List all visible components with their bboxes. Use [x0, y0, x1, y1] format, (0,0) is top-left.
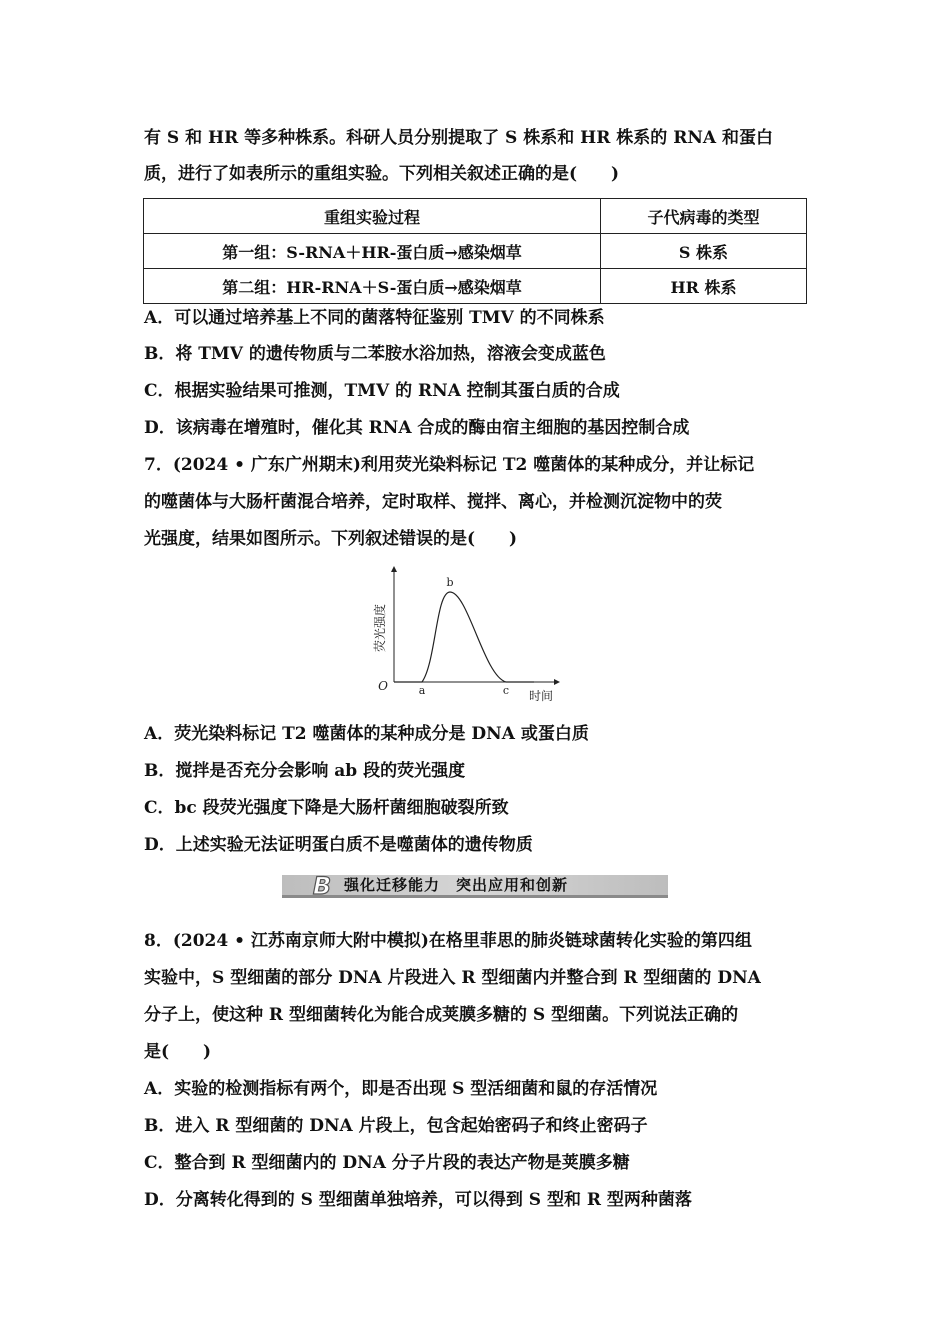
- intro-line-1: 有 S 和 HR 等多种株系。科研人员分别提取了 S 株系和 HR 株系的 RNA 和蛋白: [144, 128, 773, 148]
- q8-line-4: 是( ): [144, 1042, 212, 1062]
- q8-option-a: A．实验的检测指标有两个，即是否出现 S 型活细菌和鼠的存活情况: [144, 1079, 658, 1099]
- q8-option-d: D．分离转化得到的 S 型细菌单独培养，可以得到 S 型和 R 型两种菌落: [144, 1190, 692, 1210]
- intro-line-2: 质，进行了如表所示的重组实验。下列相关叙述正确的是( ): [144, 164, 620, 184]
- point-label-b: b: [446, 576, 454, 589]
- q6-option-b: B．将 TMV 的遗传物质与二苯胺水浴加热，溶液会变成蓝色: [144, 344, 606, 364]
- q8-option-b: B．进入 R 型细菌的 DNA 片段上，包含起始密码子和终止密码子: [144, 1116, 648, 1136]
- table-row: [144, 234, 807, 269]
- q7-option-b: B．搅拌是否充分会影响 ab 段的荧光强度: [144, 761, 466, 781]
- point-label-c: c: [502, 684, 510, 697]
- x-axis-label: 时间: [528, 689, 554, 703]
- table-cell: 第一组：S-RNA＋HR-蛋白质→感染烟草: [144, 234, 601, 269]
- q7-option-d: D．上述实验无法证明蛋白质不是噬菌体的遗传物质: [144, 835, 533, 855]
- q8-line-1: 8．(2024 • 江苏南京师大附中模拟)在格里菲思的肺炎链球菌转化实验的第四组: [144, 931, 752, 951]
- fluorescence-curve: [394, 592, 534, 682]
- q6-option-a: A．可以通过培养基上不同的菌落特征鉴别 TMV 的不同株系: [144, 308, 605, 328]
- fluorescence-chart: [366, 562, 576, 707]
- q6-option-d: D．该病毒在增殖时，催化其 RNA 合成的酶由宿主细胞的基因控制合成: [144, 418, 690, 438]
- banner-letter-icon: B: [312, 872, 332, 899]
- table-header-type: 子代病毒的类型: [601, 199, 807, 234]
- origin-label: O: [378, 679, 388, 693]
- table-header-row: [144, 199, 807, 234]
- table-cell: 第二组：HR-RNA＋S-蛋白质→感染烟草: [144, 269, 601, 304]
- table-row: [144, 269, 807, 304]
- q7-option-c: C．bc 段荧光强度下降是大肠杆菌细胞破裂所致: [144, 798, 509, 818]
- q8-option-c: C．整合到 R 型细菌内的 DNA 分子片段的表达产物是荚膜多糖: [144, 1153, 630, 1173]
- table-header-process: 重组实验过程: [144, 199, 601, 234]
- q6-option-c: C．根据实验结果可推测，TMV 的 RNA 控制其蛋白质的合成: [144, 381, 620, 401]
- experiment-table: [143, 198, 807, 304]
- table-cell: S 株系: [601, 234, 807, 269]
- q8-line-3: 分子上，使这种 R 型细菌转化为能合成荚膜多糖的 S 型细菌。下列说法正确的: [144, 1005, 739, 1025]
- q7-line-2: 的噬菌体与大肠杆菌混合培养，定时取样、搅拌、离心，并检测沉淀物中的荧: [144, 492, 722, 512]
- q7-line-3: 光强度，结果如图所示。下列叙述错误的是( ): [144, 529, 518, 549]
- y-axis-label: 荧光强度: [373, 603, 387, 653]
- point-label-a: a: [418, 684, 426, 697]
- q7-option-a: A．荧光染料标记 T2 噬菌体的某种成分是 DNA 或蛋白质: [144, 724, 589, 744]
- q8-line-2: 实验中，S 型细菌的部分 DNA 片段进入 R 型细菌内并整合到 R 型细菌的 DNA: [144, 968, 761, 988]
- q7-line-1: 7．(2024 • 广东广州期末)利用荧光染料标记 T2 噬菌体的某种成分，并让标记: [144, 455, 755, 475]
- table-cell: HR 株系: [601, 269, 807, 304]
- banner-title: 强化迁移能力 突出应用和创新: [344, 876, 569, 894]
